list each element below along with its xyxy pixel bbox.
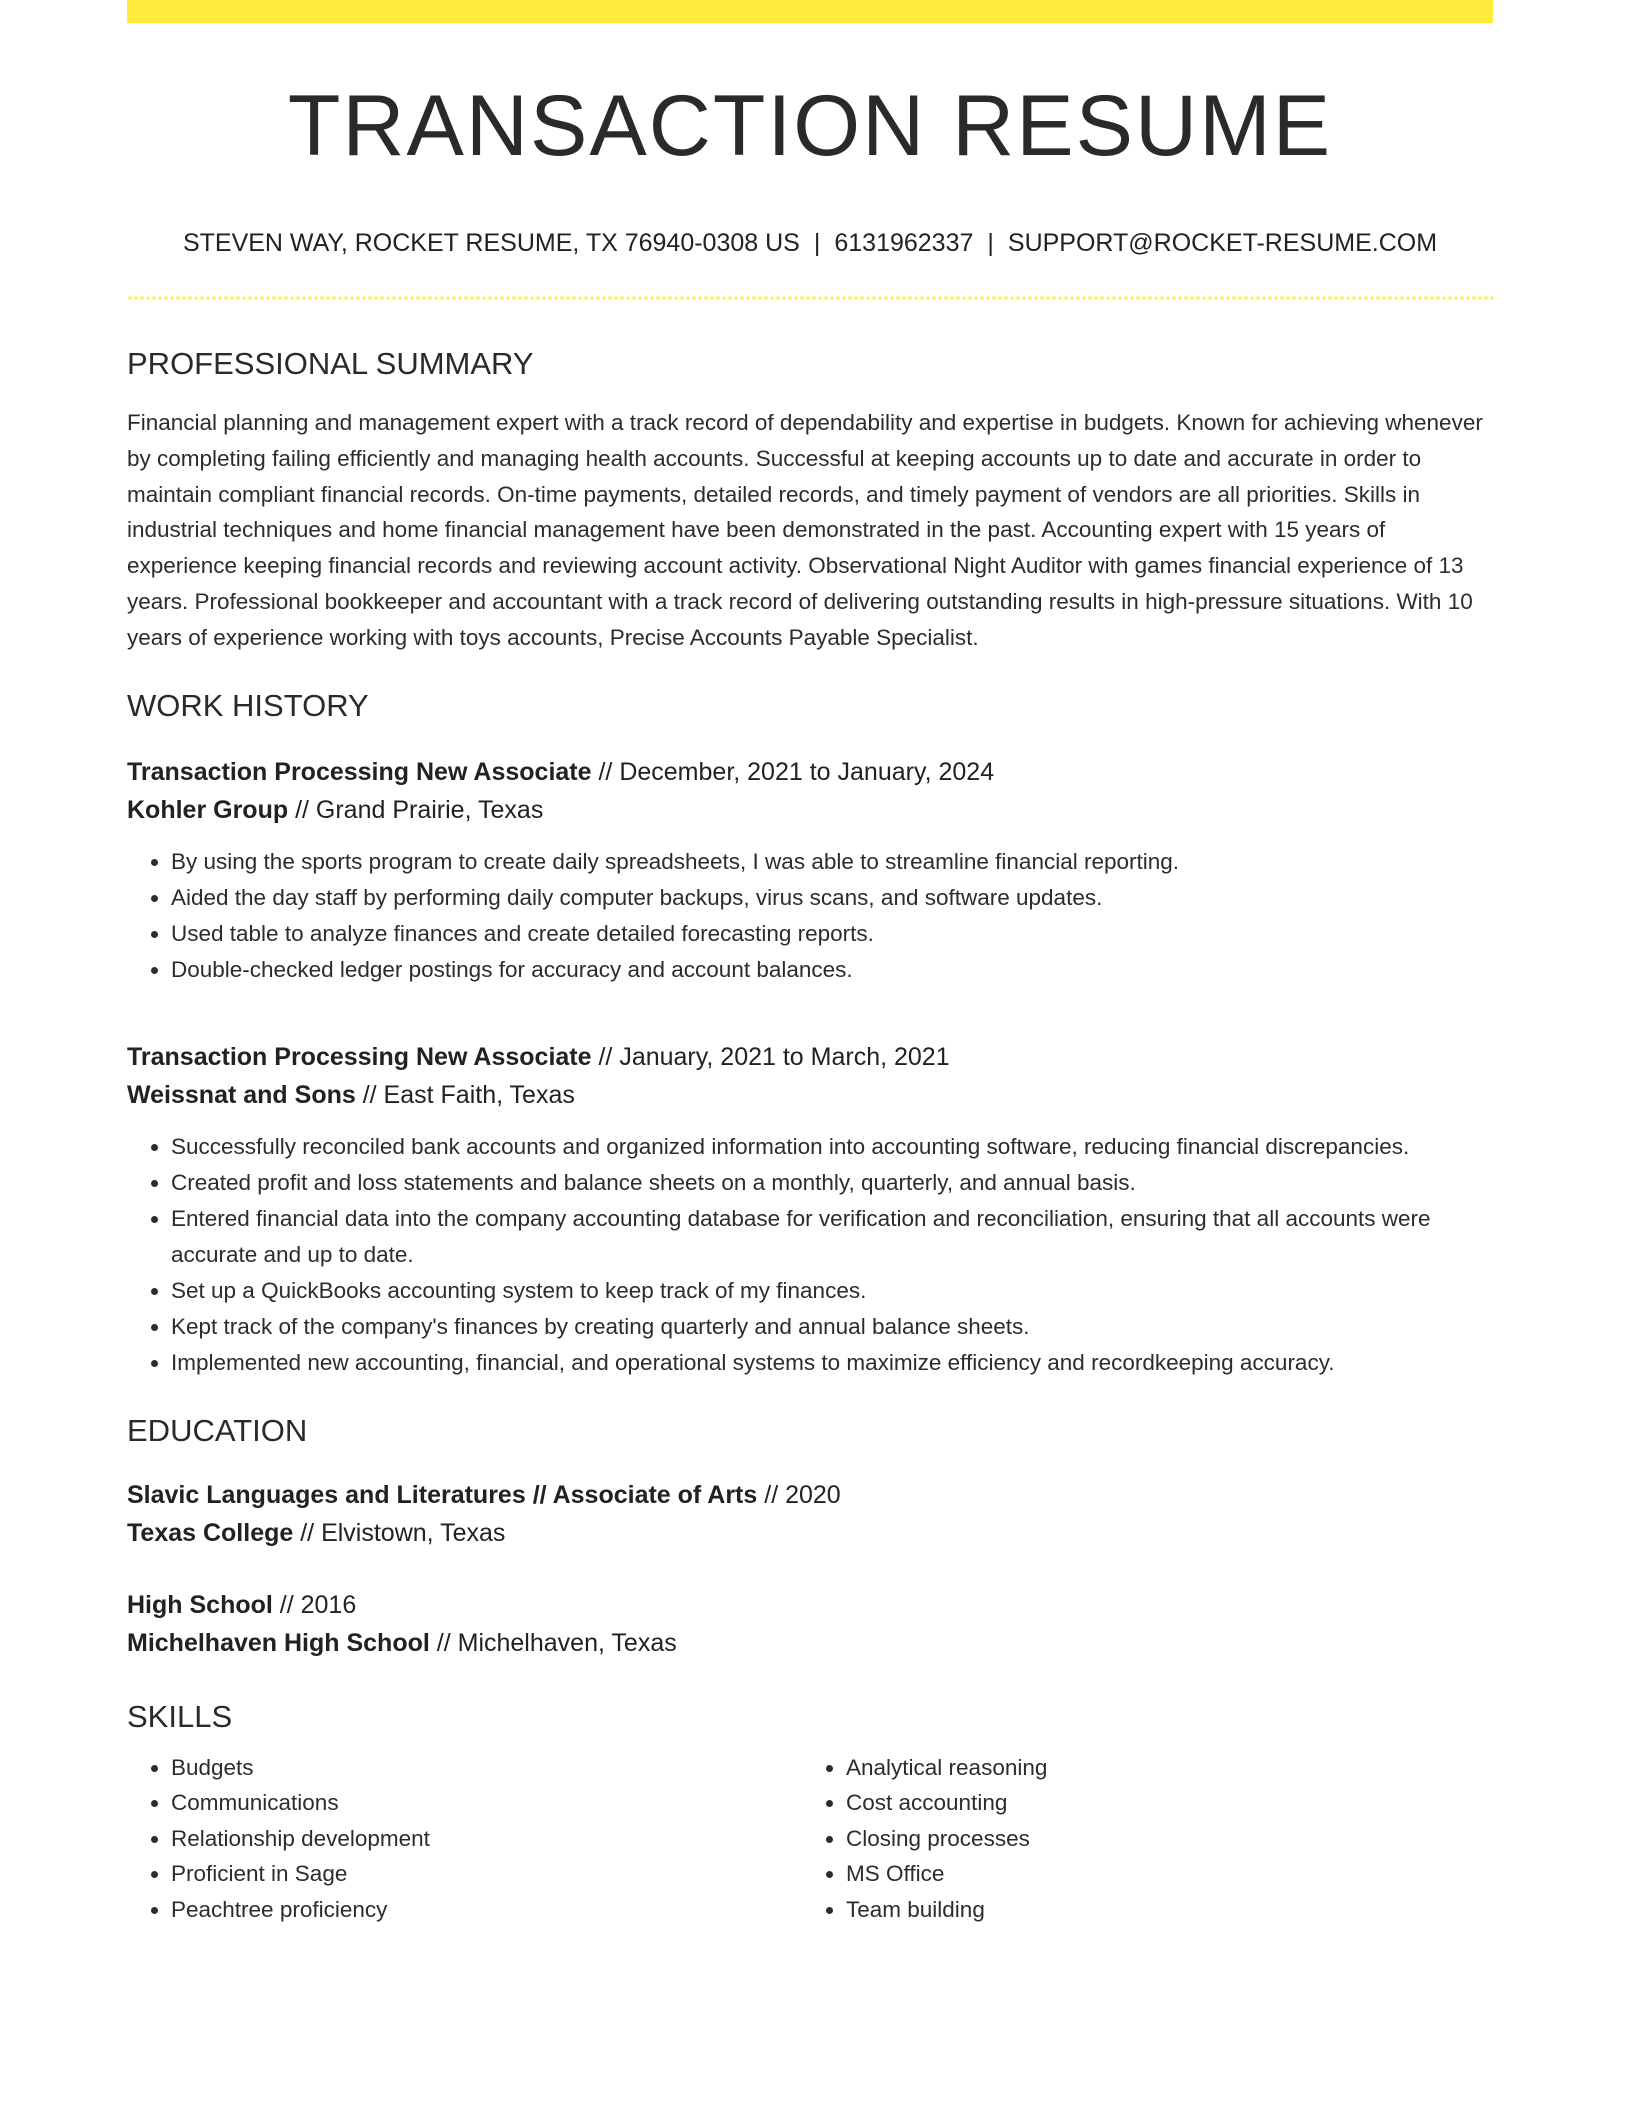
skills-list (127, 1750, 1493, 1928)
skill-item: • Communications (171, 1785, 801, 1821)
skills-column-left (127, 1750, 801, 1928)
dotted-divider (127, 296, 1493, 300)
job-entry (127, 1038, 1493, 1381)
summary-heading: PROFESSIONAL SUMMARY (127, 346, 534, 381)
job-company: Weissnat and Sons (127, 1081, 356, 1110)
skill-item: • Relationship development (171, 1821, 801, 1857)
job-title-line (127, 1038, 1493, 1077)
job-location: // East Faith, Texas (362, 1081, 575, 1110)
education-heading: EDUCATION (127, 1412, 308, 1448)
education-school-line (127, 1624, 1493, 1663)
education-degree: High School (127, 1590, 273, 1619)
resume-page (127, 0, 1493, 1928)
top-accent-bar (127, 0, 1493, 23)
job-bullet: • Set up a QuickBooks accounting system to keep track of my finances. (171, 1273, 1493, 1309)
education-school: Texas College (127, 1519, 294, 1548)
education-school: Michelhaven High School (127, 1629, 430, 1658)
education-entry (127, 1476, 1493, 1553)
education-degree-line (127, 1476, 1493, 1515)
contact-email: SUPPORT@ROCKET-RESUME.COM (1007, 229, 1438, 257)
education-school-line (127, 1514, 1493, 1553)
job-company-line (127, 1076, 1493, 1115)
job-entry (127, 753, 1493, 988)
skill-item: • Proficient in Sage (171, 1856, 801, 1892)
education-year: // 2016 (279, 1590, 357, 1619)
job-dates: // January, 2021 to March, 2021 (598, 1042, 950, 1071)
summary-text: Financial planning and management expert with a track record of dependability and expertise in budgets. Known for achieving whenever by completing failing efficiently and managing health accounts. Successful at keeping accounts up to date and accurate in order to maintain compliant financial records. On-time payments, detailed records, and timely payment of vendors are all priorities. Skills in industrial techniques and home financial management have been demonstrated in the past. Accounting expert with 15 years of experience keeping financial records and reviewing account activity. Observational Night Auditor with games financial experience of 13 years. Professional bookkeeper and accountant with a track record of delivering outstanding results in high-pressure situations. With 10 years of experience working with toys accounts, Precise Accounts Payable Specialist. (127, 410, 1483, 650)
education-degree: Slavic Languages and Literatures // Associate of Arts (127, 1480, 758, 1509)
job-bullet: • Successfully reconciled bank accounts and organized information into accounting software, reducing financial discrepancies. (171, 1129, 1493, 1165)
contact-line (127, 231, 1493, 256)
job-bullet: • Kept track of the company's finances by creating quarterly and annual balance sheets. (171, 1309, 1493, 1345)
skill-item: • Budgets (171, 1750, 801, 1786)
work-history-heading: WORK HISTORY (127, 687, 369, 723)
skill-item: • Peachtree proficiency (171, 1892, 801, 1928)
education-entry (127, 1586, 1493, 1663)
job-company: Kohler Group (127, 796, 289, 825)
skills-heading: SKILLS (127, 1698, 233, 1734)
education-location: // Michelhaven, Texas (436, 1629, 677, 1658)
education-year: // 2020 (764, 1480, 841, 1509)
job-dates: // December, 2021 to January, 2024 (598, 757, 995, 786)
skill-item: • Team building (846, 1892, 1476, 1928)
job-bullets (127, 844, 1493, 988)
job-bullet: • Entered financial data into the company accounting database for verification and reconciliation, ensuring that all accounts were accurate and up to date. (171, 1201, 1493, 1273)
contact-phone: 6131962337 (834, 229, 974, 257)
job-bullets (127, 1129, 1493, 1381)
job-title-line (127, 753, 1493, 792)
job-title: Transaction Processing New Associate (127, 1042, 592, 1071)
job-location: // Grand Prairie, Texas (295, 796, 544, 825)
education-degree-line (127, 1586, 1493, 1625)
job-company-line (127, 791, 1493, 830)
job-bullet: • Double-checked ledger postings for accuracy and account balances. (171, 952, 1493, 988)
contact-address: STEVEN WAY, ROCKET RESUME, TX 76940-0308 US (182, 229, 800, 257)
job-bullet: • Aided the day staff by performing daily computer backups, virus scans, and software updates. (171, 880, 1493, 916)
education-location: // Elvistown, Texas (300, 1519, 506, 1548)
contact-separator: | (813, 229, 821, 257)
job-bullet: • Created profit and loss statements and balance sheets on a monthly, quarterly, and annual basis. (171, 1165, 1493, 1201)
skill-item: • Analytical reasoning (846, 1750, 1476, 1786)
skill-item: • Cost accounting (846, 1785, 1476, 1821)
resume-title: TRANSACTION RESUME (287, 78, 1333, 174)
skill-item: • MS Office (846, 1856, 1476, 1892)
contact-separator: | (987, 229, 994, 257)
job-bullet: • Used table to analyze finances and create detailed forecasting reports. (171, 916, 1493, 952)
skill-item: • Closing processes (846, 1821, 1476, 1857)
job-bullet: • Implemented new accounting, financial, and operational systems to maximize efficiency and recordkeeping accuracy. (171, 1345, 1493, 1381)
skills-column-right (801, 1750, 1476, 1928)
job-title: Transaction Processing New Associate (127, 757, 592, 786)
job-bullet: • By using the sports program to create daily spreadsheets, I was able to streamline financial reporting. (171, 844, 1493, 880)
